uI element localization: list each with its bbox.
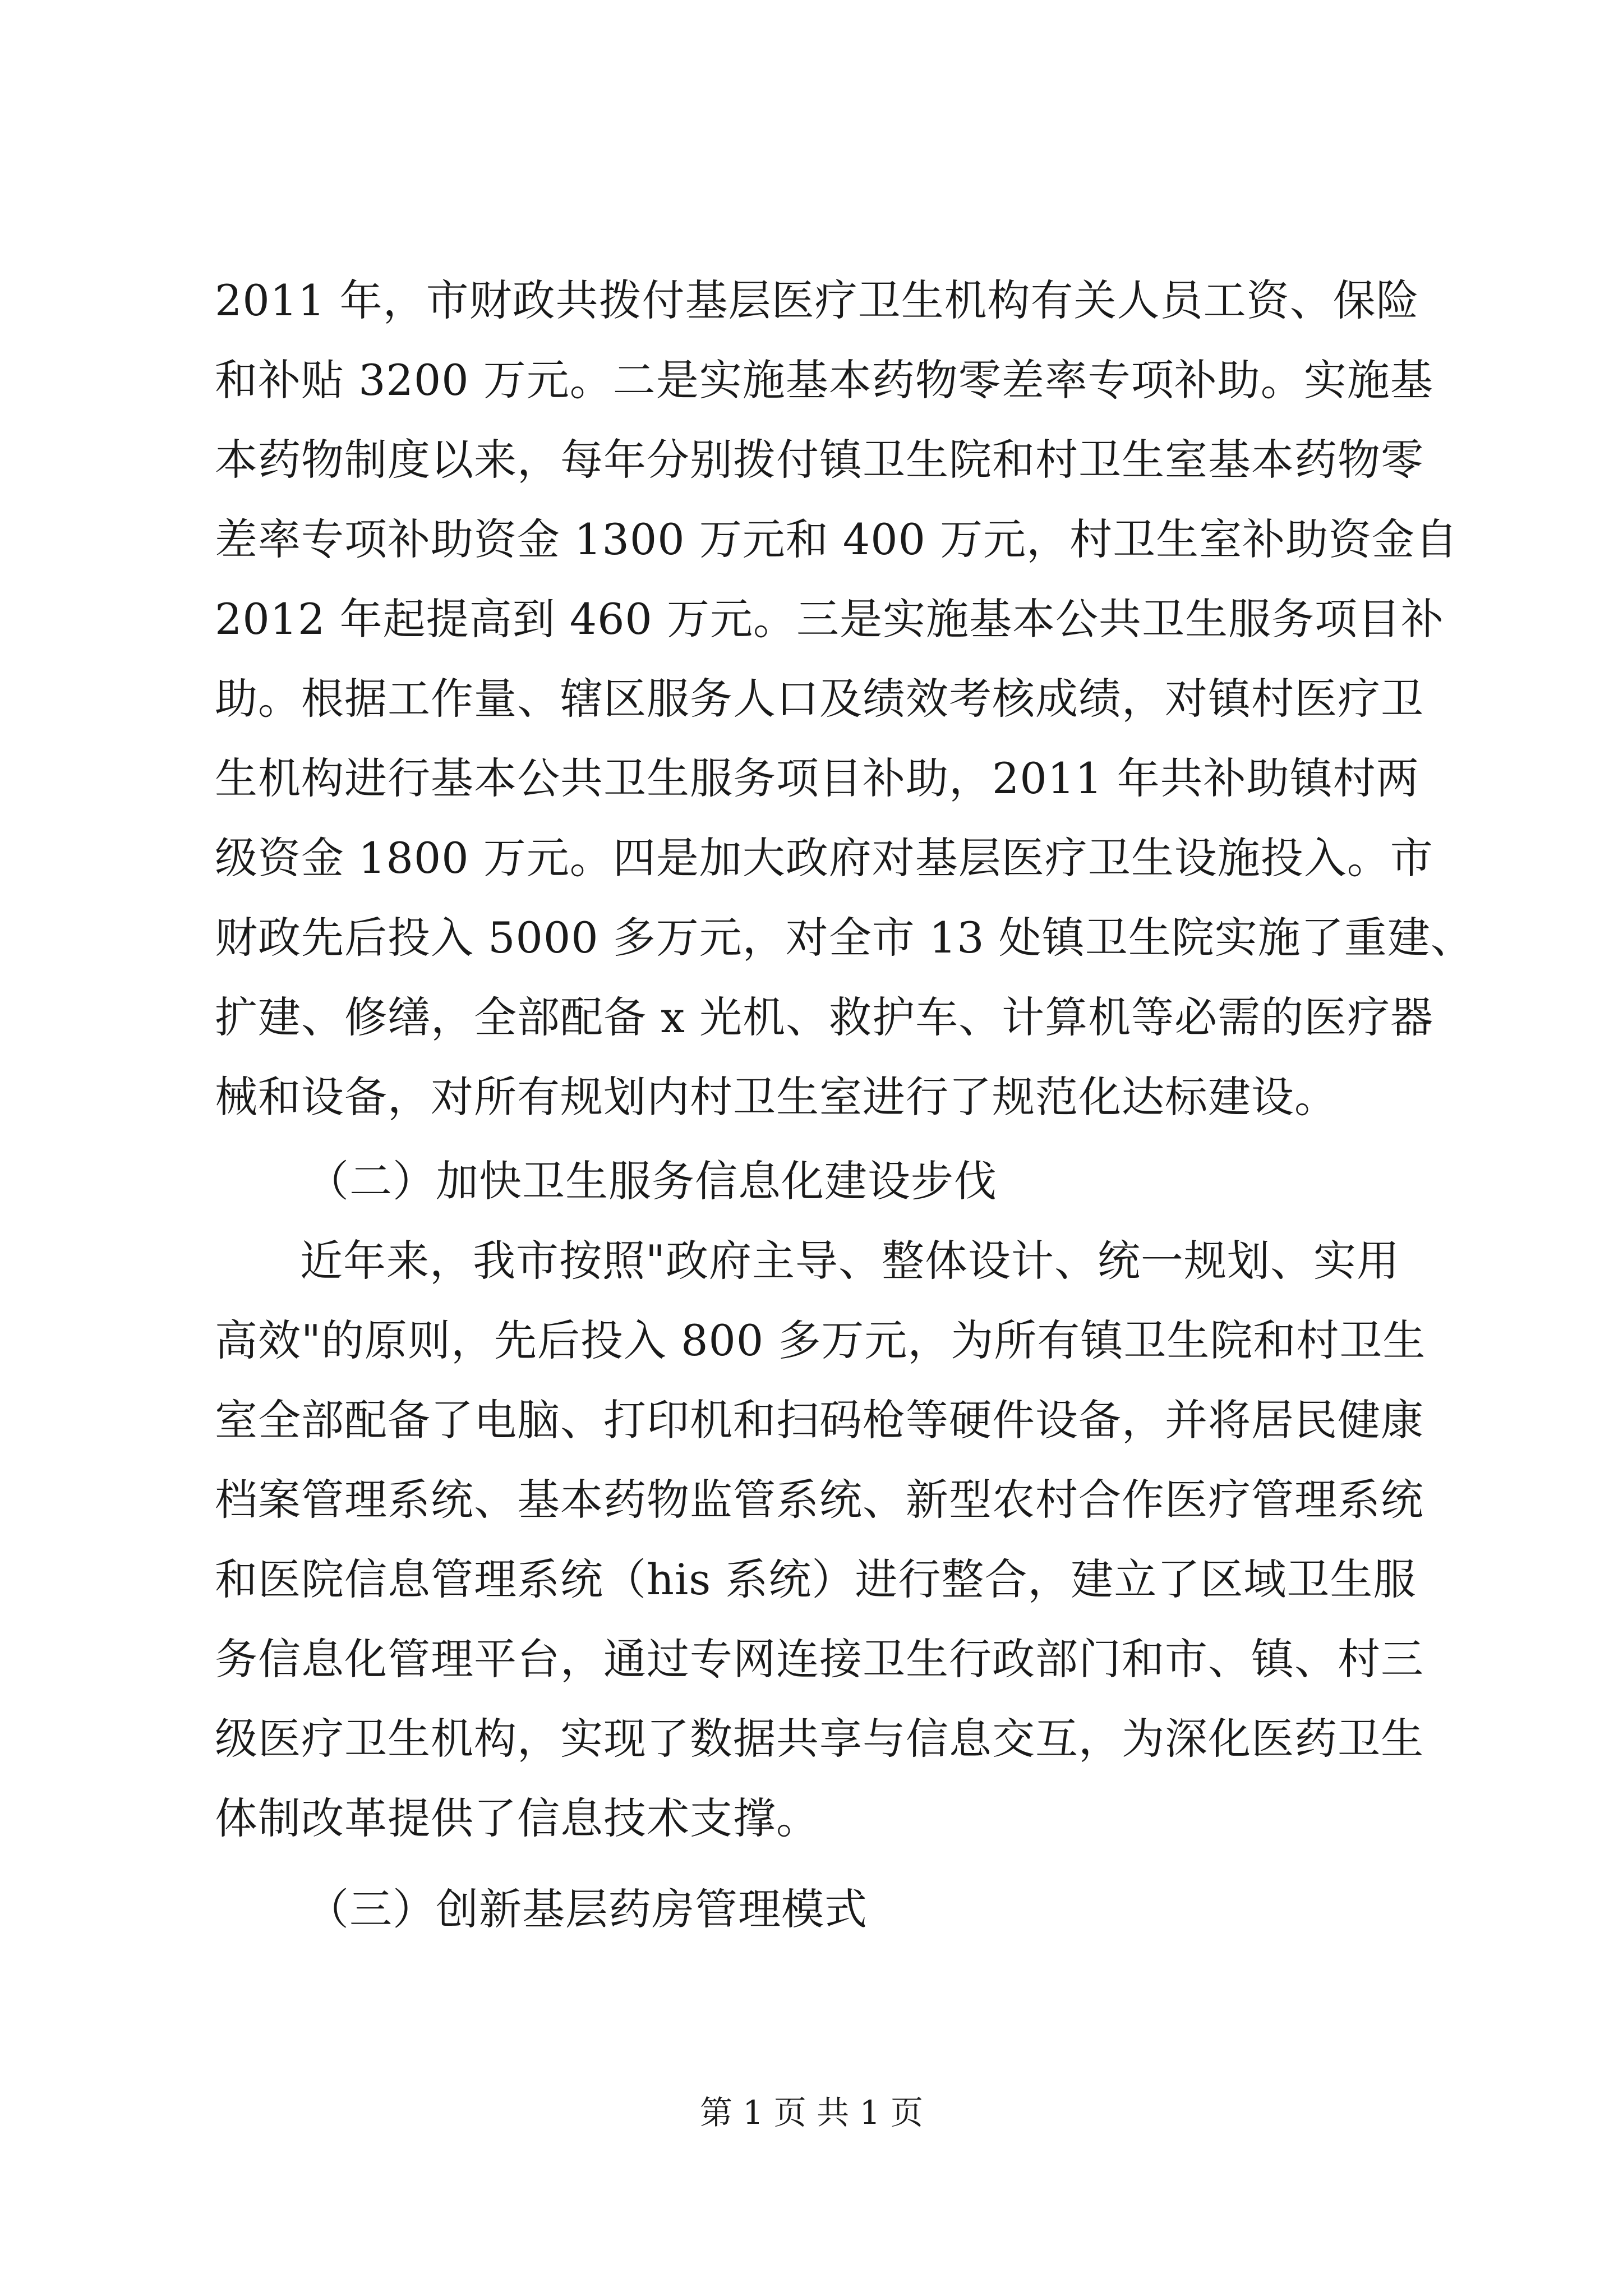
text-line: 高效"的原则，先后投入 800 多万元，为所有镇卫生院和村卫生	[215, 1315, 1426, 1365]
section-heading-informatization: （二）加快卫生服务信息化建设步伐	[306, 1156, 997, 1206]
page-number-label: 第 1 页 共 1 页	[700, 2093, 923, 2132]
text-line: 和医院信息管理系统（his 系统）进行整合，建立了区域卫生服	[215, 1554, 1417, 1604]
page-footer	[0, 2090, 1623, 2135]
text-line: 扩建、修缮，全部配备 x 光机、救护车、计算机等必需的医疗器	[215, 992, 1434, 1042]
text-line: 本药物制度以来，每年分别拨付镇卫生院和村卫生室基本药物零	[215, 435, 1424, 485]
text-line: 2012 年起提高到 460 万元。三是实施基本公共卫生服务项目补	[215, 594, 1444, 644]
text-line: 生机构进行基本公共卫生服务项目补助，2011 年共补助镇村两	[215, 753, 1419, 803]
paragraph-funding	[215, 261, 1474, 1137]
text-line: 室全部配备了电脑、打印机和扫码枪等硬件设备，并将居民健康	[215, 1395, 1424, 1445]
text-line: 械和设备，对所有规划内村卫生室进行了规范化达标建设。	[215, 1072, 1338, 1122]
text-line: 体制改革提供了信息技术支撑。	[215, 1793, 819, 1843]
text-line: 助。根据工作量、辖区服务人口及绩效考核成绩，对镇村医疗卫	[215, 674, 1424, 724]
text-line: 2011 年，市财政共拨付基层医疗卫生机构有关人员工资、保险	[215, 275, 1419, 325]
document-body	[215, 261, 1474, 1949]
paragraph-informatization	[215, 1221, 1426, 1858]
text-line: 近年来，我市按照"政府主导、整体设计、统一规划、实用	[300, 1236, 1400, 1286]
text-line: 务信息化管理平台，通过专网连接卫生行政部门和市、镇、村三	[215, 1634, 1424, 1684]
text-line: 档案管理系统、基本药物监管系统、新型农村合作医疗管理系统	[215, 1475, 1424, 1525]
text-line: 和补贴 3200 万元。二是实施基本药物零差率专项补助。实施基	[215, 355, 1433, 405]
text-line: 级资金 1800 万元。四是加大政府对基层医疗卫生设施投入。市	[215, 833, 1433, 883]
text-line: 级医疗卫生机构，实现了数据共享与信息交互，为深化医药卫生	[215, 1714, 1424, 1764]
text-line: 财政先后投入 5000 多万元，对全市 13 处镇卫生院实施了重建、	[215, 913, 1474, 963]
section-heading-pharmacy: （三）创新基层药房管理模式	[306, 1884, 868, 1934]
text-line: 差率专项补助资金 1300 万元和 400 万元，村卫生室补助资金自	[215, 514, 1459, 564]
